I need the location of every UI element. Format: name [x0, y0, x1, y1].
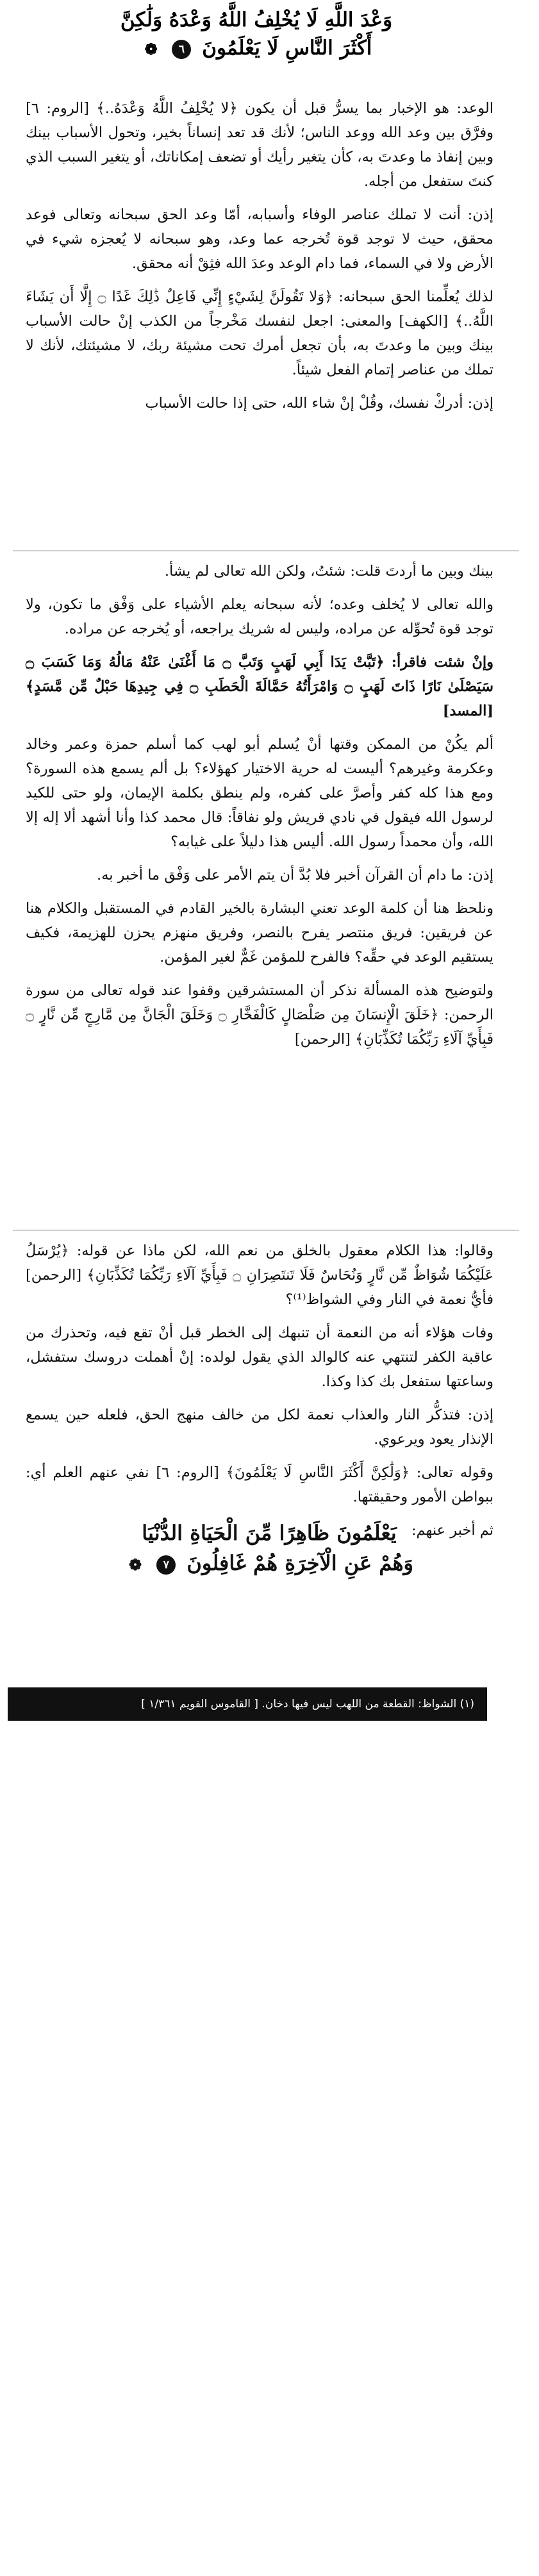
closing-verse-line2: وَهُمْ عَنِ الْآخِرَةِ هُمْ غَافِلُونَ — [187, 1551, 413, 1575]
header-verse — [51, 6, 461, 64]
page-divider — [13, 550, 519, 551]
ayah-number-marker: ٦ — [172, 40, 191, 59]
paragraph: وقالوا: هذا الكلام معقول بالخلق من نعم الله، لكن ماذا عن قوله: ﴿يُرْسَلُ عَلَيْكُمَا شُوَاظٌ مِّن نَّارٍ وَنُحَاسٌ فَلَا تَنتَصِرَانِ ۝ فَبِأَيِّ آلَاءِ رَبِّكُمَا تُكَذِّبَانِ﴾ [الرحمن] فأيُّ نعمة في النار وفي الشواظ⁽¹⁾؟ — [26, 1242, 493, 1308]
paragraph: ونلحظ هنا أن كلمة الوعد تعني البشارة بالخير القادم في المستقبل والكلام هنا عن فريقين: فريق منتصر يفرح بالنصر، وفريق منهزم يحزن للهزيمة، فكيف يستقيم الوعد في حقِّه؟ فالفرح للمؤمن غَمٌّ لغير المؤمن. — [26, 900, 493, 966]
closing-verse-line1: يَعْلَمُونَ ظَاهِرًا مِّنَ الْحَيَاةِ الدُّنْيَا — [142, 1521, 397, 1545]
header-verse-line1: وَعْدَ اللَّهِ لَا يُخْلِفُ اللَّهُ وَعْدَهُ وَلَٰكِنَّ — [120, 8, 393, 31]
commentary-section-1 — [26, 96, 493, 424]
commentary-section-3 — [26, 1239, 493, 1551]
closing-verse — [96, 1518, 442, 1580]
ayah-number-marker: ٧ — [156, 1555, 176, 1575]
paragraph: إذن: أنت لا تملك عناصر الوفاء وأسبابه، أمّا وعد الحق سبحانه وتعالى فوعد محقق، حيث لا توجد قوة تُخرجه عما وعد، وهو سبحانه لا يُعجزه شيء في الأرض ولا في السماء، فما دام الوعد وعدَ الله فثِقْ أنه محقق. — [26, 206, 493, 272]
ornament-icon: ❁ — [129, 1555, 142, 1574]
footnote: (١) الشواظ: القطعة من اللهب ليس فيها دخان. [ القاموس القويم ١/٣٦١ ] — [8, 1687, 487, 1721]
quran-quote: وإنْ شئت فاقرأ: ﴿تَبَّتْ يَدَا أَبِي لَهَبٍ وَتَبَّ ۝ مَا أَغْنَىٰ عَنْهُ مَالُهُ وَمَا كَسَبَ ۝ سَيَصْلَىٰ نَارًا ذَاتَ لَهَبٍ ۝ وَامْرَأَتُهُ حَمَّالَةَ الْحَطَبِ ۝ فِي جِيدِهَا حَبْلٌ مِّن مَّسَدٍ﴾ [المسد] — [26, 654, 494, 719]
ornament-icon: ❁ — [144, 40, 158, 58]
paragraph: بينك وبين ما أردتَ قلت: شئتُ، ولكن الله تعالى لم يشأ. — [164, 563, 493, 580]
paragraph: والله تعالى لا يُخلف وعده؛ لأنه سبحانه يعلم الأشياء على وَفْق ما تكون، ولا توجد قوة تُحوِّله عن مراده، وليس له شريك يراجعه، أو يُخرجه عن مراده. — [26, 596, 493, 637]
paragraph: وفات هؤلاء أنه من النعمة أن تنبهك إلى الخطر قبل أنْ تقع فيه، وتحذرك من عاقبة الكفر لتنتهي عنه كالوالد الذي يقول لولده: إنْ أهملت دروسك ستفشل، وساعتها ستفعل بك كذا وكذا. — [26, 1325, 493, 1390]
page-divider — [13, 1230, 519, 1231]
paragraph: ألم يكُنْ من الممكن وقتها أنْ يُسلم أبو لهب كما أسلم حمزة وعمر وخالد وعكرمة وغيرهم؟ أليست له حرية الاختيار كهؤلاء؟ بل ألم يسمع هذه السورة؟ ومع هذا كله كفر وأصرَّ على كفره، ولم ينطق بكلمة الإيمان، ولو حتى للكيد لرسول الله فيقول في نادي قريش ولو نفاقاً: قال محمد كذا وأنا أشهد ألا إله إلا الله، وأن محمداً رسول الله. أليس هذا دليلاً على غيابه؟ — [26, 736, 493, 850]
paragraph: ثم أخبر عنهم: — [411, 1522, 493, 1539]
paragraph: وقوله تعالى: ﴿وَلَٰكِنَّ أَكْثَرَ النَّاسِ لَا يَعْلَمُونَ﴾ [الروم: ٦] نفي عنهم العلم أي: ببواطن الأمور وحقيقتها. — [26, 1464, 494, 1505]
paragraph: إذن: أدركْ نفسك، وقُلْ إنْ شاء الله، حتى إذا حالت الأسباب — [145, 395, 493, 412]
paragraph: لذلك يُعلِّمنا الحق سبحانه: ﴿وَلا تَقُولَنَّ لِشَيْءٍ إِنِّي فَاعِلٌ ذَٰلِكَ غَدًا ۝ إِلَّا أَن يَشَاءَ اللَّهُ..﴾ [الكهف] والمعنى: اجعل لنفسك مَخْرجاً من الكذب إنْ حالت الأسباب بينك وبين ما وعدتَ به، بأن تجعل أمرك تحت مشيئة ربك، لا مشيئتك، لأنك لا تملك من عناصر إتمام الفعل شيئاً. — [26, 289, 493, 378]
paragraph: إذن: ما دام أن القرآن أخبر فلا بُدَّ أن يتم الأمر على وَفْق ما أخبر به. — [97, 867, 493, 883]
paragraph: إذن: فتذكُّر النار والعذاب نعمة لكل من خالف منهج الحق، فلعله حين يسمع الإنذار يعود ويرعوي. — [26, 1407, 493, 1448]
commentary-section-2 — [26, 559, 493, 1060]
paragraph: ولتوضيح هذه المسألة نذكر أن المستشرقين وقفوا عند قوله تعالى من سورة الرحمن: ﴿خَلَقَ الْإِنسَانَ مِن صَلْصَالٍ كَالْفَخَّارِ ۝ وَخَلَقَ الْجَانَّ مِن مَّارِجٍ مِّن نَّارٍ ۝ فَبِأَيِّ آلَاءِ رَبِّكُمَا تُكَذِّبَانِ﴾ [الرحمن] — [26, 982, 493, 1048]
header-verse-line2: أَكْثَرَ النَّاسِ لَا يَعْلَمُونَ — [202, 37, 372, 60]
paragraph: الوعد: هو الإخبار بما يسرُّ قبل أن يكون ﴿لا يُخْلِفُ اللَّهُ وَعْدَهُ..﴾ [الروم: ٦] وفرَّق بين وعد الله ووعد الناس؛ لأنك قد تعد إنساناً بخير، وتحول الأسباب بينك وبين إنفاذ ما وعدتَ به، كأن يتغير رأيك أو تضعف إمكاناتك، أو يتغير السبب الذي كنتَ ستفعل من أجله. — [26, 100, 493, 190]
